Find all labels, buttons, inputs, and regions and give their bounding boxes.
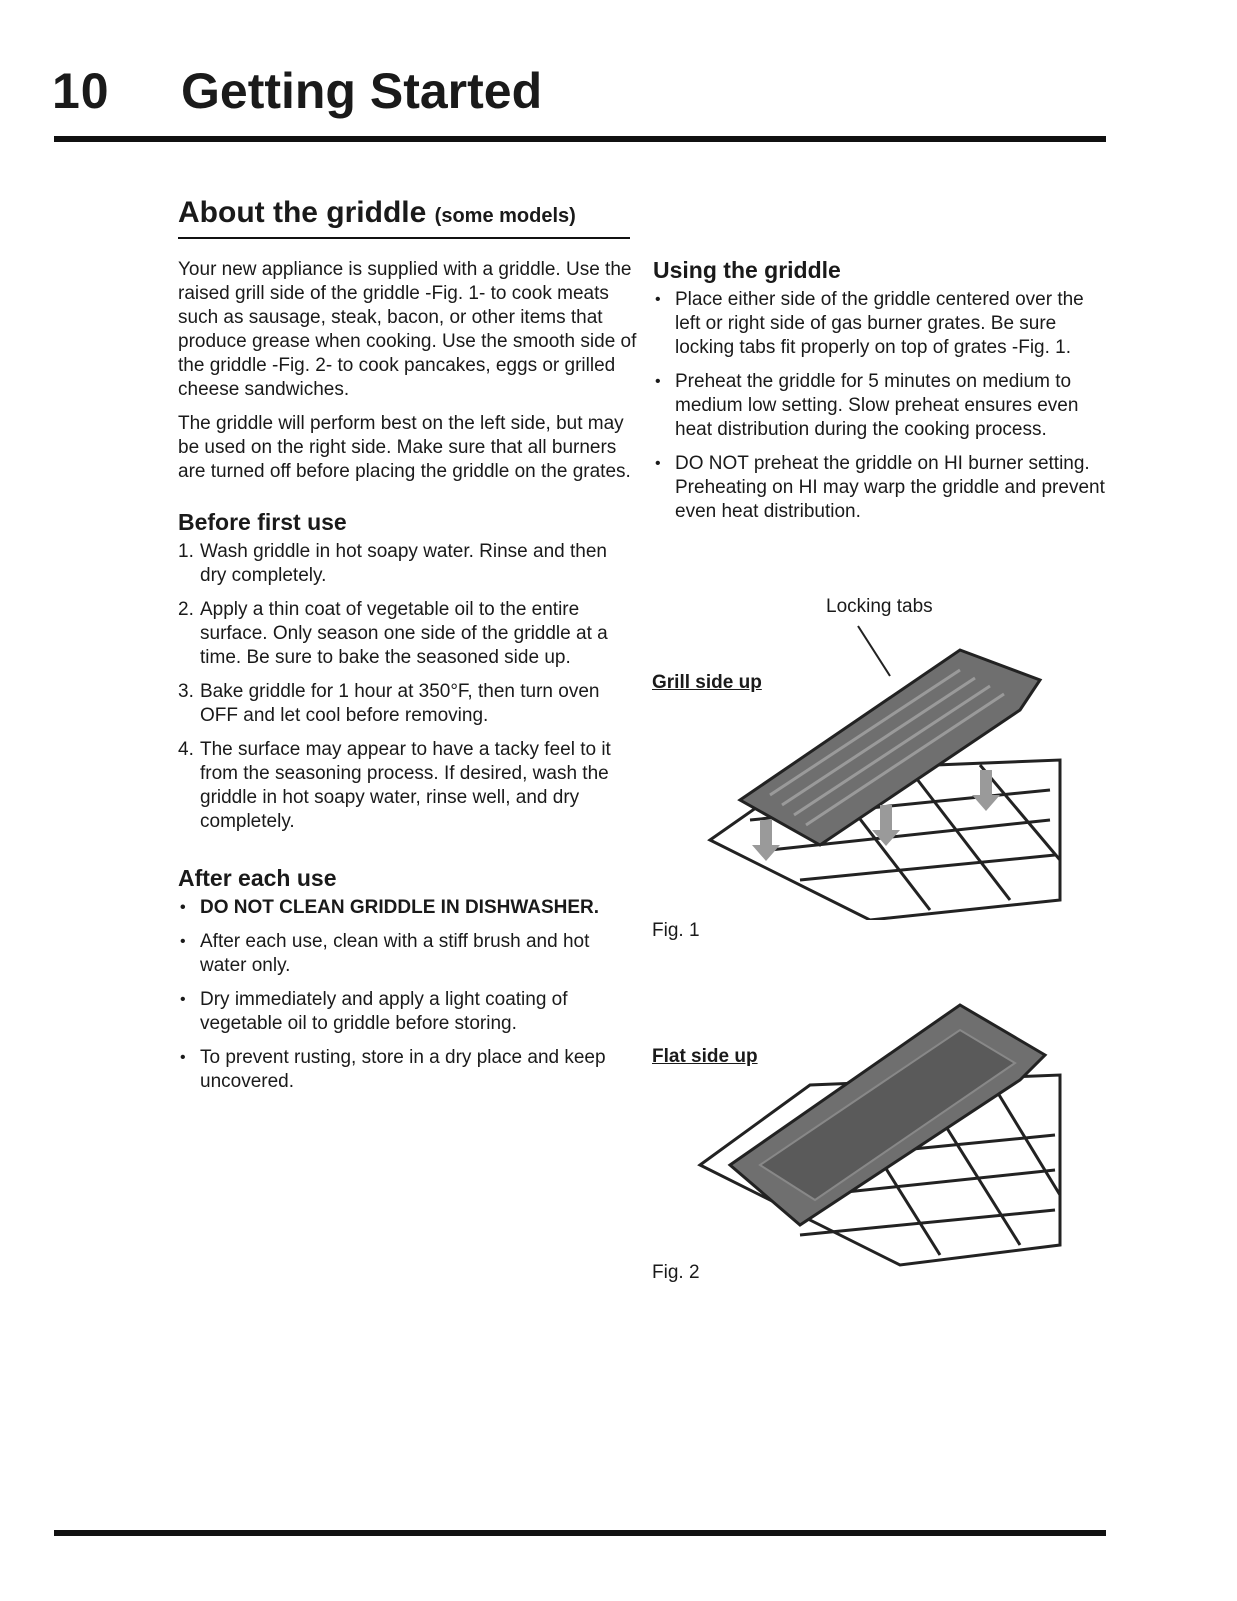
step-number: 1.	[178, 541, 194, 562]
bullet-icon: •	[655, 455, 661, 472]
section-title	[178, 196, 576, 230]
before-first-use-list	[178, 540, 638, 834]
step-text: Wash griddle in hot soapy water. Rinse and then dry completely.	[200, 541, 607, 586]
list-item	[178, 738, 638, 834]
chapter-title: Getting Started	[181, 63, 543, 119]
section-title-suffix: (some models)	[434, 205, 576, 227]
section-underline	[178, 237, 630, 239]
callout-leader-line	[858, 626, 890, 676]
list-item	[178, 930, 638, 978]
list-item	[178, 540, 638, 588]
list-item	[178, 680, 638, 728]
before-first-use-heading: Before first use	[178, 509, 347, 535]
intro-paragraph: The griddle will perform best on the left side, but may be used on the right side. Make sure that all burners are turned off before placing the griddle on the grates.	[178, 413, 631, 482]
step-number: 2.	[178, 599, 194, 620]
list-item	[178, 988, 638, 1036]
step-number: 4.	[178, 739, 194, 760]
list-item	[178, 896, 638, 920]
footer-divider	[54, 1530, 1106, 1536]
after-each-use-heading: After each use	[178, 865, 337, 891]
item-text: After each use, clean with a stiff brush and hot water only.	[200, 931, 590, 976]
intro-paragraph: Your new appliance is supplied with a griddle. Use the raised grill side of the griddle -Fig. 1- to cook meats such as sausage, steak, bacon, or other items that produce grease when cooking. Use the smooth side of the griddle -Fig. 2- to cook pancakes, eggs or grilled cheese sandwiches.	[178, 259, 637, 400]
flat-side-up-label: Flat side up	[652, 1046, 758, 1067]
list-item	[178, 1046, 638, 1094]
figure-2-flat-side-up	[690, 995, 1070, 1270]
item-text: DO NOT preheat the griddle on HI burner setting. Preheating on HI may warp the griddle and prevent even heat distribution.	[675, 453, 1105, 522]
list-item	[653, 370, 1113, 442]
item-text: DO NOT CLEAN GRIDDLE IN DISHWASHER.	[200, 897, 600, 918]
right-column	[653, 258, 1113, 534]
bullet-icon: •	[655, 373, 661, 390]
step-text: Apply a thin coat of vegetable oil to the entire surface. Only season one side of the griddle at a time. Be sure to bake the seasoned side up.	[200, 599, 608, 668]
bullet-icon: •	[180, 1049, 186, 1066]
header-divider	[54, 136, 1106, 142]
after-each-use-list	[178, 896, 638, 1094]
bullet-icon: •	[655, 291, 661, 308]
grill-side-up-label: Grill side up	[652, 672, 762, 693]
item-text: To prevent rusting, store in a dry place and keep uncovered.	[200, 1047, 606, 1092]
using-griddle-heading: Using the griddle	[653, 257, 841, 283]
item-text: Place either side of the griddle centered over the left or right side of gas burner grates. Be sure locking tabs fit properly on top of grates -Fig. 1.	[675, 289, 1084, 358]
page-number: 10	[52, 63, 110, 119]
figure-2-caption: Fig. 2	[652, 1262, 700, 1283]
using-griddle-list	[653, 288, 1113, 524]
step-text: Bake griddle for 1 hour at 350°F, then turn oven OFF and let cool before removing.	[200, 681, 600, 726]
list-item	[653, 288, 1113, 360]
step-text: The surface may appear to have a tacky feel to it from the seasoning process. If desired, wash the griddle in hot soapy water, rinse well, and dry completely.	[200, 739, 611, 832]
step-number: 3.	[178, 681, 194, 702]
bullet-icon: •	[180, 933, 186, 950]
left-column	[178, 258, 638, 1104]
figure-1-grill-side-up	[690, 620, 1070, 920]
bullet-icon: •	[180, 899, 186, 916]
bullet-icon: •	[180, 991, 186, 1008]
item-text: Dry immediately and apply a light coating of vegetable oil to griddle before storing.	[200, 989, 568, 1034]
figure-1-caption: Fig. 1	[652, 920, 700, 941]
section-title-text: About the griddle	[178, 196, 427, 229]
list-item	[178, 598, 638, 670]
item-text: Preheat the griddle for 5 minutes on medium to medium low setting. Slow preheat ensures even heat distribution during the cooking process.	[675, 371, 1079, 440]
list-item	[653, 452, 1113, 524]
locking-tabs-callout: Locking tabs	[826, 596, 933, 617]
